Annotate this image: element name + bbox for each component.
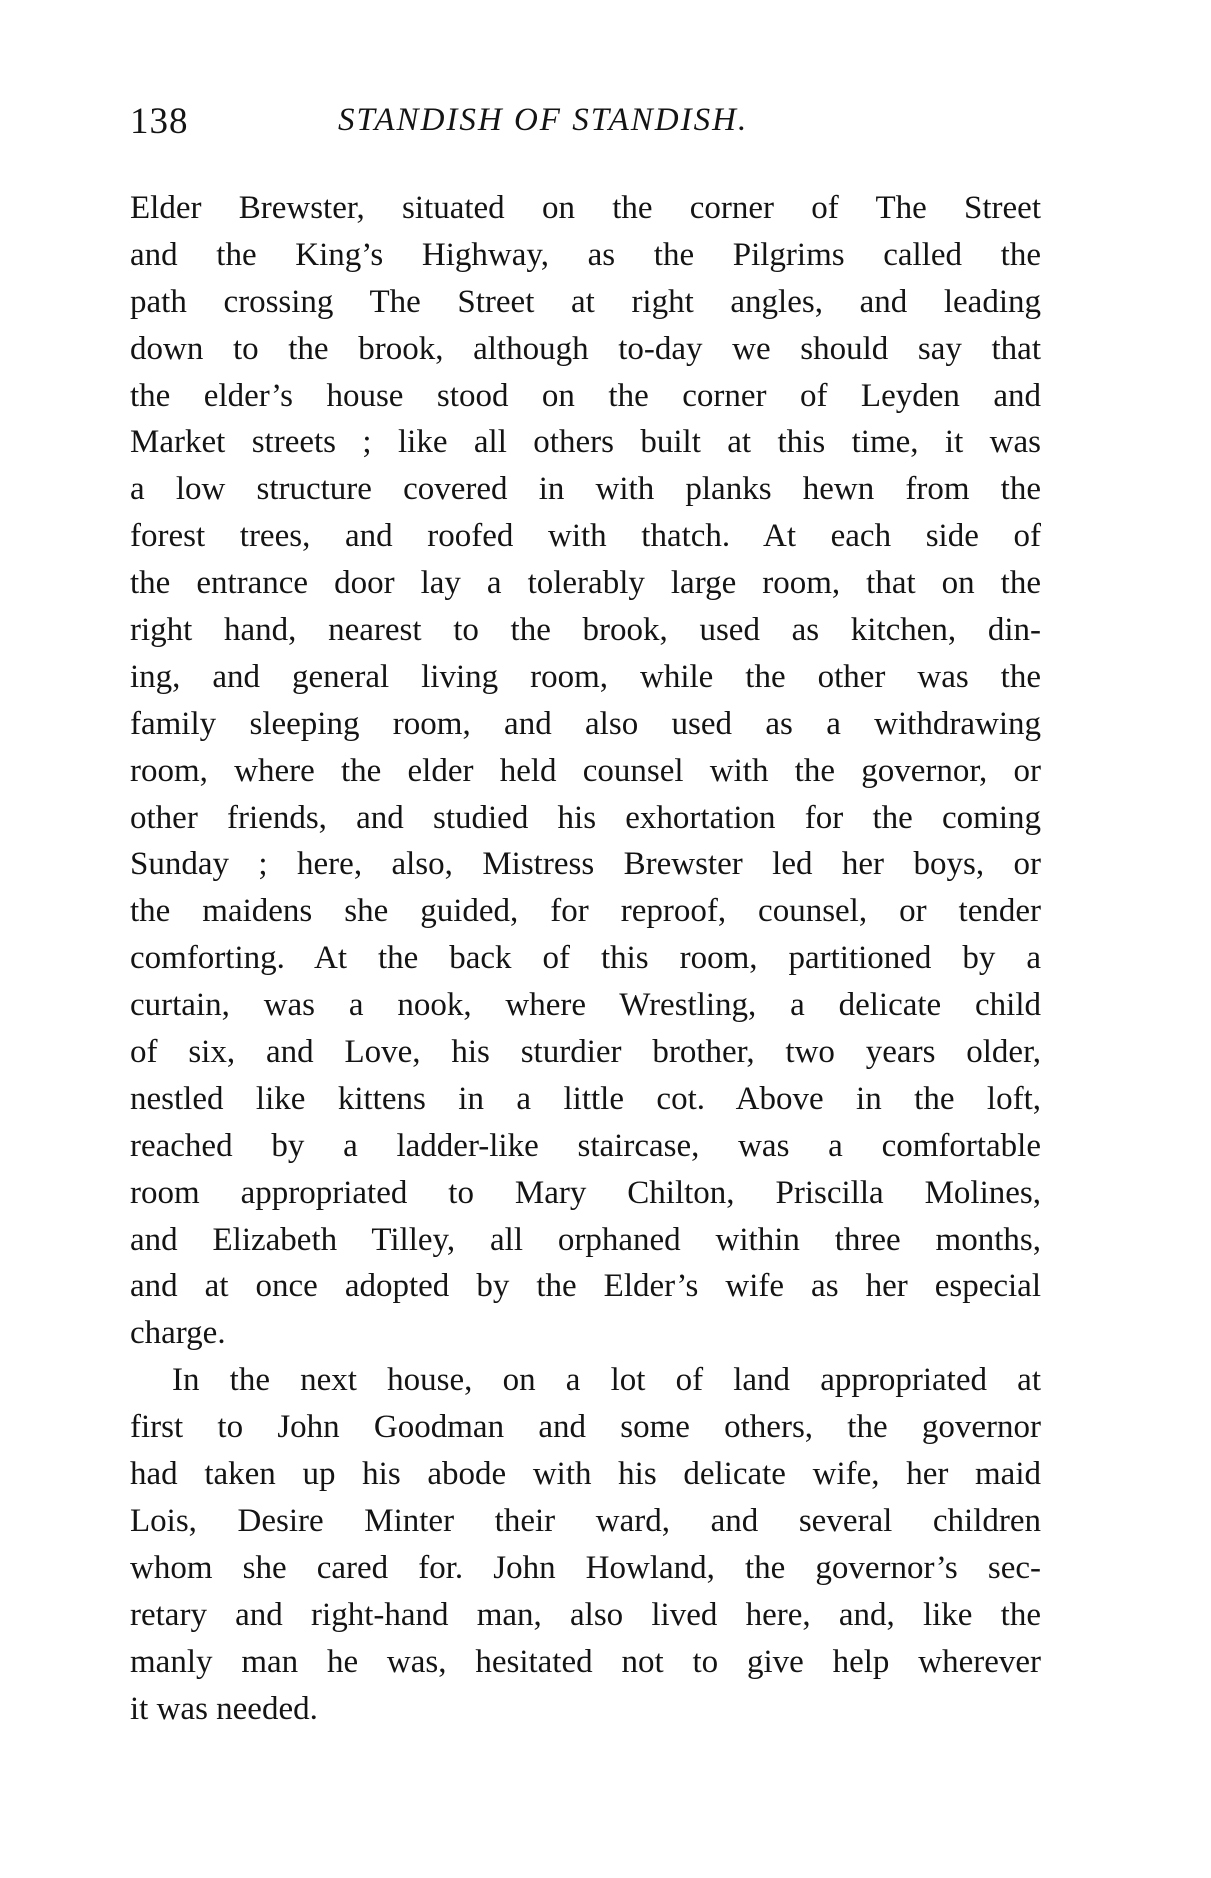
text-line: the maidens she guided, for reproof, counsel, or tender bbox=[130, 893, 1041, 930]
text-line: room, where the elder held counsel with the governor, or bbox=[130, 752, 1041, 789]
text-line: nestled like kittens in a little cot. Above in the loft, bbox=[130, 1080, 1041, 1117]
text-line: it was needed. bbox=[130, 1690, 318, 1727]
running-title: STANDISH OF STANDISH. bbox=[338, 102, 749, 138]
text-line: Lois, Desire Minter their ward, and several children bbox=[130, 1502, 1041, 1539]
text-line: charge. bbox=[130, 1315, 226, 1352]
text-line: first to John Goodman and some others, the governor bbox=[130, 1409, 1041, 1446]
text-line: Sunday ; here, also, Mistress Brewster led her boys, or bbox=[130, 846, 1041, 883]
body-text bbox=[130, 185, 1041, 1732]
text-line: right hand, nearest to the brook, used as kitchen, din- bbox=[130, 612, 1041, 649]
text-line: reached by a ladder-like staircase, was a comfortable bbox=[130, 1127, 1041, 1164]
page-number: 138 bbox=[130, 101, 189, 142]
text-line: other friends, and studied his exhortation for the coming bbox=[130, 799, 1041, 836]
text-line: manly man he was, hesitated not to give help wherever bbox=[130, 1643, 1041, 1680]
text-line: the elder’s house stood on the corner of Leyden and bbox=[130, 377, 1041, 414]
text-line: comforting. At the back of this room, partitioned by a bbox=[130, 940, 1041, 977]
page-header bbox=[130, 100, 1040, 150]
text-line: Market streets ; like all others built at this time, it was bbox=[130, 424, 1041, 461]
text-line: of six, and Love, his sturdier brother, two years older, bbox=[130, 1034, 1041, 1071]
text-line: and at once adopted by the Elder’s wife as her especial bbox=[130, 1268, 1041, 1305]
text-line: a low structure covered in with planks hewn from the bbox=[130, 471, 1041, 508]
text-line: ing, and general living room, while the other was the bbox=[130, 658, 1041, 695]
text-line: whom she cared for. John Howland, the governor’s sec- bbox=[130, 1549, 1041, 1586]
text-line: and Elizabeth Tilley, all orphaned within three months, bbox=[130, 1221, 1041, 1258]
text-line: In the next house, on a lot of land appropriated at bbox=[172, 1362, 1041, 1399]
text-line: had taken up his abode with his delicate wife, her maid bbox=[130, 1456, 1041, 1493]
text-line: retary and right-hand man, also lived here, and, like the bbox=[130, 1596, 1041, 1633]
text-line: room appropriated to Mary Chilton, Priscilla Molines, bbox=[130, 1174, 1041, 1211]
text-line: path crossing The Street at right angles, and leading bbox=[130, 283, 1041, 320]
text-line: family sleeping room, and also used as a withdrawing bbox=[130, 705, 1041, 742]
text-line: Elder Brewster, situated on the corner of The Street bbox=[130, 190, 1041, 226]
text-line: curtain, was a nook, where Wrestling, a delicate child bbox=[130, 987, 1041, 1024]
text-line: forest trees, and roofed with thatch. At each side of bbox=[130, 518, 1041, 555]
text-line: down to the brook, although to-day we should say that bbox=[130, 330, 1041, 367]
text-line: and the King’s Highway, as the Pilgrims called the bbox=[130, 236, 1041, 273]
text-line: the entrance door lay a tolerably large room, that on the bbox=[130, 565, 1041, 602]
